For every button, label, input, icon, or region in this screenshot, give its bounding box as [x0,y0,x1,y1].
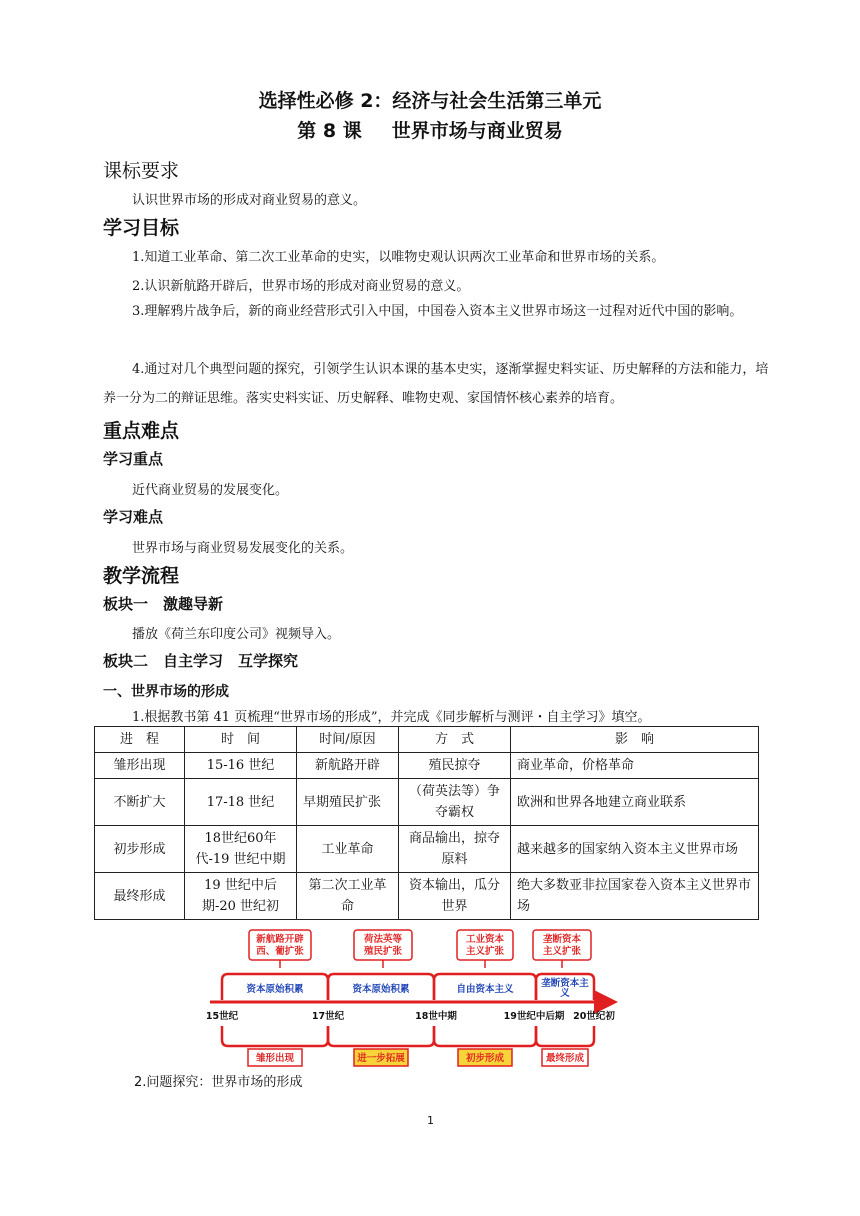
standard-text: 认识世界市场的形成对商业贸易的意义。 [132,193,367,208]
axis-tick-label: 19世纪中后期 [503,1011,565,1022]
block2-heading: 板块二 自主学习 互学探究 [103,652,299,670]
table-cell: 欧洲和世界各地建立商业联系 [511,779,759,826]
world-market-timeline [200,928,620,1074]
goals-heading: 学习目标 [103,217,180,239]
stage-bracket [328,1026,434,1066]
stage-labels [222,1026,594,1066]
table-header-cell: 方 式 [399,727,511,753]
stage-label: 最终形成 [545,1053,585,1064]
table-cell: 新航路开辟 [297,753,399,779]
top-label-box [354,930,412,968]
table-cell: 早期殖民扩张 [297,779,399,826]
table-cell: 第二次工业革命 [297,873,399,920]
table-cell: 最终形成 [95,873,185,920]
table-cell: 越来越多的国家纳入资本主义世界市场 [511,826,759,873]
axis-tick-label: 15世纪 [205,1011,239,1022]
goal-1: 1.知道工业革命、第二次工业革命的史实，以唯物史观认识两次工业革命和世界市场的关系。 [132,250,665,265]
table-row [95,779,759,826]
key-heading: 重点难点 [103,420,180,442]
stage-bracket [536,1026,594,1066]
axis-tick-label: 20世纪初 [573,1011,615,1022]
difficulty-text: 世界市场与商业贸易发展变化的关系。 [132,541,354,556]
stage-label: 初步形成 [465,1053,505,1064]
era-band-label: 资本原始积累 [246,984,304,995]
table-cell: （荷英法等）争夺霸权 [399,779,511,826]
top-label-text: 主义扩张 [542,946,582,957]
table-cell: 雏形出现 [95,753,185,779]
lesson-title [0,116,860,143]
table-cell: 商业革命，价格革命 [511,753,759,779]
era-band [434,974,536,1000]
stage-bracket [434,1026,536,1066]
stage-label: 雏形出现 [255,1053,295,1064]
stage-label: 进一步拓展 [357,1053,405,1064]
world-market-table [94,726,759,920]
top-label-box [533,930,591,968]
page-number: 1 [427,1114,434,1127]
table-cell: 17-18 世纪 [185,779,297,826]
focus-heading: 学习重点 [103,450,164,468]
top-label-text: 荷法英等 [363,934,403,945]
table-header-cell: 影 响 [511,727,759,753]
goal-2: 2.认识新航路开辟后，世界市场的形成对商业贸易的意义。 [132,279,470,294]
table-cell: 不断扩大 [95,779,185,826]
table-row [95,753,759,779]
document-title: 选择性必修 2：经济与社会生活第三单元 [258,90,602,112]
axis-tick-label: 17世纪 [311,1011,345,1022]
table-cell: 18世纪60年代-19 世纪中期 [185,826,297,873]
table-header-cell: 时间/原因 [297,727,399,753]
block1-text: 播放《荷兰东印度公司》视频导入。 [132,627,341,642]
question-2-text: 2.问题探究：世界市场的形成 [134,1075,303,1090]
table-cell: 殖民掠夺 [399,753,511,779]
era-band-label: 义 [560,988,570,999]
era-band [222,974,328,1000]
table-cell: 商品输出，掠夺原料 [399,826,511,873]
era-band-label: 资本原始积累 [352,984,410,995]
top-label-text: 新航路开辟 [256,934,304,945]
era-band-label: 自由资本主义 [456,984,514,995]
table-cell: 15-16 世纪 [185,753,297,779]
lesson-name: 世界市场与商业贸易 [391,120,563,142]
era-bands [222,974,594,1000]
top-label-text: 主义扩张 [465,946,505,957]
difficulty-heading: 学习难点 [103,508,164,526]
table-header-cell: 时 间 [185,727,297,753]
flow-heading: 教学流程 [103,565,180,587]
part1-text: 1.根据教书第 41 页梳理“世界市场的形成”，并完成《同步解析与测评・自主学习》填空。 [132,710,651,725]
table-cell: 初步形成 [95,826,185,873]
goal-3: 3.理解鸦片战争后，新的商业经营形式引入中国，中国卷入资本主义世界市场这一过程对近代中国的影响。 [132,304,743,319]
era-band-label: 垄断资本主 [541,978,589,989]
axis-tick-label: 18世中期 [415,1011,457,1022]
table-cell: 19 世纪中后期-20 世纪初 [185,873,297,920]
lesson-number: 第 8 课 [297,120,362,142]
table-cell: 资本输出，瓜分世界 [399,873,511,920]
table-header-cell: 进 程 [95,727,185,753]
table-row [95,873,759,920]
top-label-text: 垄断资本 [542,934,582,945]
top-label-text: 工业资本 [465,934,505,945]
top-label-text: 殖民扩张 [363,946,403,957]
part1-heading: 一、世界市场的形成 [103,684,229,700]
table-cell: 绝大多数亚非拉国家卷入资本主义世界市场 [511,873,759,920]
table-header-row [95,727,759,753]
top-label-text: 西、葡扩张 [256,946,304,957]
goal-4: 4.通过对几个典型问题的探究，引领学生认识本课的基本史实，逐渐掌握史料实证、历史解释的方法和能力，培养一分为二的辩证思维。落实史料实证、历史解释、唯物史观、家国情怀核心素养的培育。 [103,362,769,406]
top-labels [249,930,591,968]
standard-heading: 课标要求 [103,160,180,182]
table-row [95,826,759,873]
stage-bracket [222,1026,328,1066]
axis-ticks [206,1010,615,1022]
block1-heading: 板块一 激趣导新 [103,595,224,613]
top-label-box [249,930,311,968]
top-label-box [457,930,513,968]
table-cell: 工业革命 [297,826,399,873]
focus-text: 近代商业贸易的发展变化。 [132,483,289,498]
era-band [328,974,434,1000]
era-band [536,974,594,1000]
